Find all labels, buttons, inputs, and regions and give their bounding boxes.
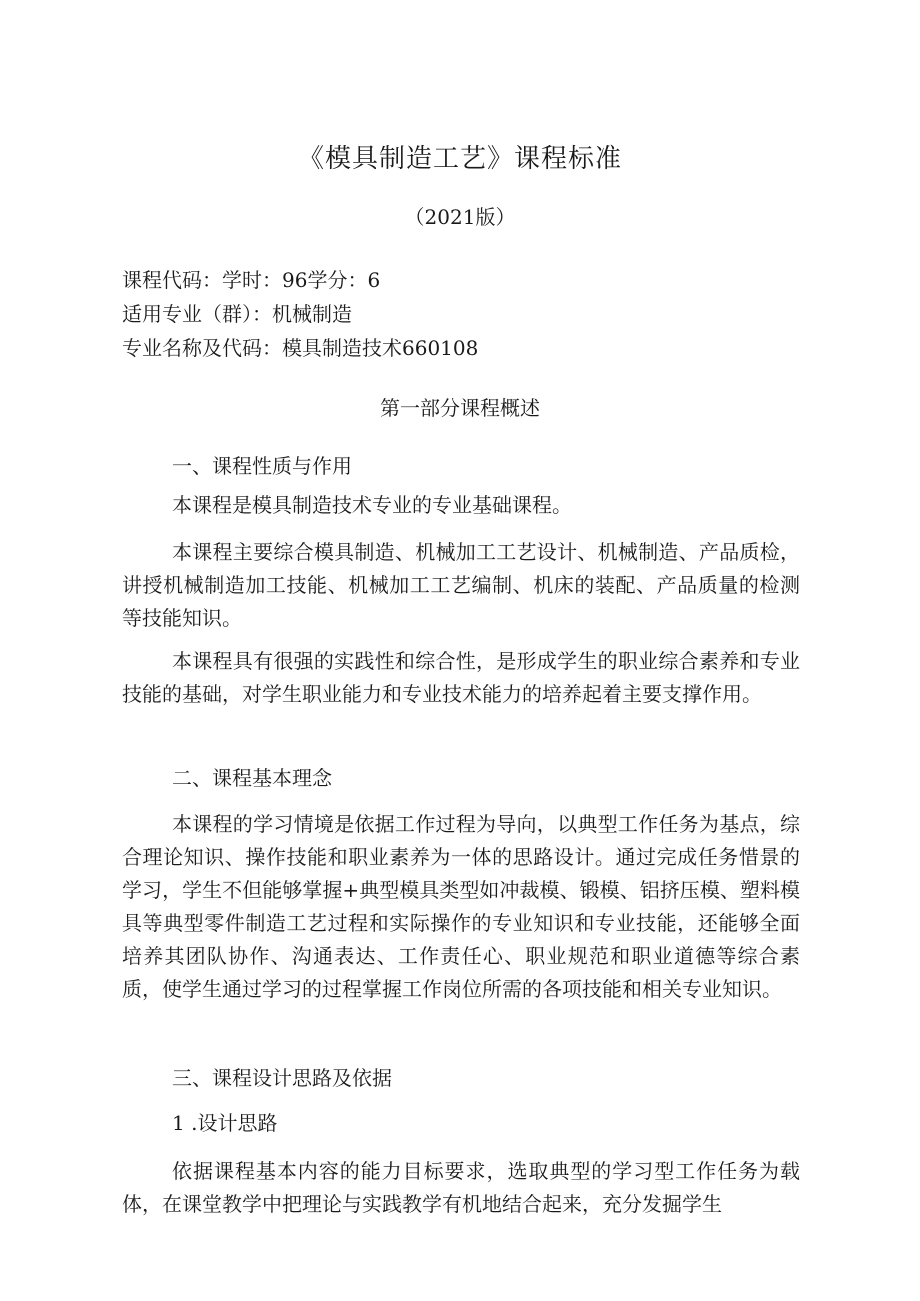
part-one-heading: 第一部分课程概述: [380, 396, 540, 420]
document-edition: （2021版）: [404, 205, 516, 229]
section-3-subheading-1: 1 .设计思路: [172, 1111, 278, 1135]
section-1-paragraph-2: 本课程主要综合模具制造、机械加工工艺设计、机械制造、产品质检，讲授机械制造加工技能、机械加工工艺编制、机床的装配、产品质量的检测等技能知识。: [122, 540, 800, 630]
course-code-line: 课程代码：学时：96学分：6: [122, 268, 381, 292]
section-1-paragraph-3: 本课程具有很强的实践性和综合性，是形成学生的职业综合素养和专业技能的基础，对学生职业能力和专业技术能力的培养起着主要支撑作用。: [122, 649, 800, 706]
applicable-major-line: 适用专业（群）：机械制造: [122, 302, 352, 326]
section-2-paragraph-1: 本课程的学习情境是依据工作过程为导向，以典型工作任务为基点，综合理论知识、操作技能和职业素养为一体的思路设计。通过完成任务惜景的学习，学生不但能够掌握+典型模具类型如冲裁模、锻模、铝挤压模、塑料模具等典型零件制造工艺过程和实际操作的专业知识和专业技能，还能够全面培养其团队协作、沟通表达、工作责任心、职业规范和职业道德等综合素质，使学生通过学习的过程掌握工作岗位所需的各项技能和相关专业知识。: [122, 812, 800, 1001]
major-name-code-line: 专业名称及代码：模具制造技术660108: [122, 336, 479, 360]
document-title: 《模具制造工艺》课程标准: [297, 144, 622, 174]
section-3-heading: 三、课程设计思路及依据: [172, 1066, 392, 1090]
section-2-heading: 二、课程基本理念: [172, 766, 332, 790]
section-1-paragraph-1: 本课程是模具制造技术专业的专业基础课程。: [172, 493, 572, 517]
section-3-paragraph-1: 依据课程基本内容的能力目标要求，选取典型的学习型工作任务为载体，在课堂教学中把理论与实践教学有机地结合起来，充分发掘学生: [122, 1159, 800, 1216]
section-1-heading: 一、课程性质与作用: [172, 454, 352, 478]
